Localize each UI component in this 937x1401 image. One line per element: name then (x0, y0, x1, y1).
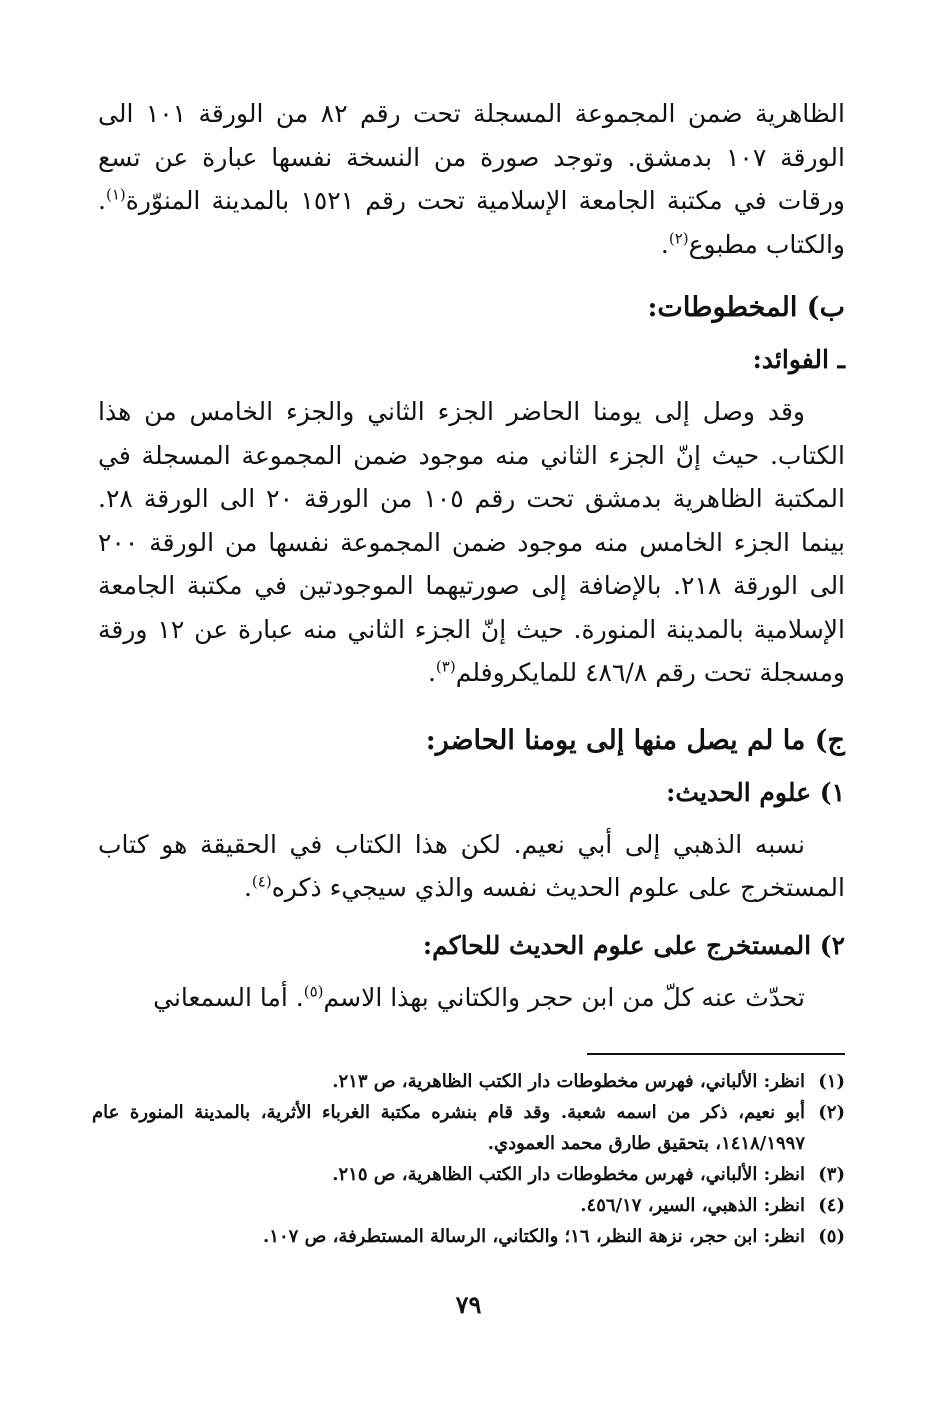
paragraph-4 (98, 976, 845, 1020)
footnote-ref-2[interactable]: (٢) (668, 229, 689, 248)
footnote-ref-4[interactable]: (٤) (251, 872, 272, 891)
footnote-text: انظر: ابن حجر، نزهة النظر، ١٦؛ والكتاني، الرسالة المستطرفة، ص ١٠٧. (263, 1226, 805, 1247)
footnote-number: (٢) (818, 1102, 845, 1123)
paragraph-2-text: وقد وصل إلى يومنا الحاضر الجزء الثاني والجزء الخامس من هذا الكتاب. حيث إنّ الجزء الثاني منه موجود ضمن المجموعة المسجلة في المكتبة الظاهرية بدمشق تحت رقم ١٠٥ من الورقة ٢٠ الى الورقة ٢٨. بينما الجزء الخامس منه موجود ضمن المجموعة نفسها من الورقة ٢٠٠ الى الورقة ٢١٨. بالإضافة إلى صورتيهما الموجودتين في مكتبة الجامعة الإسلامية بالمدينة المنورة. حيث إنّ الجزء الثاني منه عبارة عن ١٢ ورقة ومسجلة تحت رقم ٤٨٦/٨ للمايكروفلم (98, 397, 846, 687)
footnote-item (92, 1097, 845, 1159)
paragraph-3-end: . (243, 873, 252, 902)
paragraph-1 (98, 92, 845, 266)
paragraph-2-end: . (427, 658, 436, 687)
paragraph-1-text: الظاهرية ضمن المجموعة المسجلة تحت رقم ٨٢ من الورقة ١٠١ الى الورقة ١٠٧ بدمشق. وتوجد صورة من النسخة نفسها عبارة عن تسع ورقات في مكتبة الجامعة الإسلامية تحت رقم ١٥٢١ بالمدينة المنوّرة (98, 99, 845, 215)
footnote-ref-5[interactable]: (٥) (303, 982, 324, 1001)
footnote-number: (١) (818, 1071, 845, 1092)
footnote-number: (٤) (818, 1195, 845, 1216)
footnote-separator (587, 1053, 845, 1055)
footnote-text: انظر: الذهبي، السير، ٤٥٦/١٧. (580, 1195, 805, 1216)
paragraph-1-text-cont: . والكتاب مطبوع (98, 186, 845, 259)
paragraph-3-text: نسبه الذهبي إلى أبي نعيم. لكن هذا الكتاب في الحقيقة هو كتاب المستخرج على علوم الحديث نفسه والذي سيجيء ذكره (98, 829, 845, 902)
footnote-text: أبو نعيم، ذكر من اسمه شعبة. وقد قام بنشره مكتبة الغرباء الأثرية، بالمدينة المنورة عام ١٤١٨/١٩٩٧، بتحقيق طارق محمد العمودي. (92, 1102, 805, 1154)
footnotes (92, 1066, 845, 1252)
page-body (98, 92, 845, 1019)
page-number: ٧٩ (455, 1290, 482, 1319)
heading-fawaid: ـ الفوائد: (752, 345, 845, 374)
footnote-number: (٣) (818, 1164, 845, 1185)
footnote-text: انظر: الألباني، فهرس مخطوطات دار الكتب الظاهرية، ص ٢١٣. (332, 1071, 805, 1092)
paragraph-2 (98, 390, 845, 695)
paragraph-4-text: تحدّث عنه كلّ من ابن حجر والكتاني بهذا الاسم (323, 982, 805, 1012)
heading-manuscripts: ب) المخطوطات: (647, 292, 845, 323)
heading-not-reached: ج) ما لم يصل منها إلى يومنا الحاضر: (425, 724, 845, 756)
footnote-item (92, 1221, 845, 1252)
footnote-item (92, 1066, 845, 1097)
footnote-number: (٥) (818, 1226, 845, 1247)
footnote-item (92, 1159, 845, 1190)
footnote-text: انظر: الألباني، فهرس مخطوطات دار الكتب الظاهرية، ص ٢١٥. (332, 1164, 805, 1185)
footnote-ref-1[interactable]: (١) (105, 185, 126, 204)
heading-item-2: ٢) المستخرج على علوم الحديث للحاكم: (422, 930, 845, 960)
footnote-item (92, 1190, 845, 1221)
paragraph-4-end: . أما السمعاني (153, 982, 304, 1012)
footnote-ref-3[interactable]: (٣) (435, 657, 456, 676)
paragraph-3 (98, 823, 845, 910)
paragraph-1-end: . (660, 229, 669, 259)
heading-item-1: ١) علوم الحديث: (666, 777, 845, 807)
